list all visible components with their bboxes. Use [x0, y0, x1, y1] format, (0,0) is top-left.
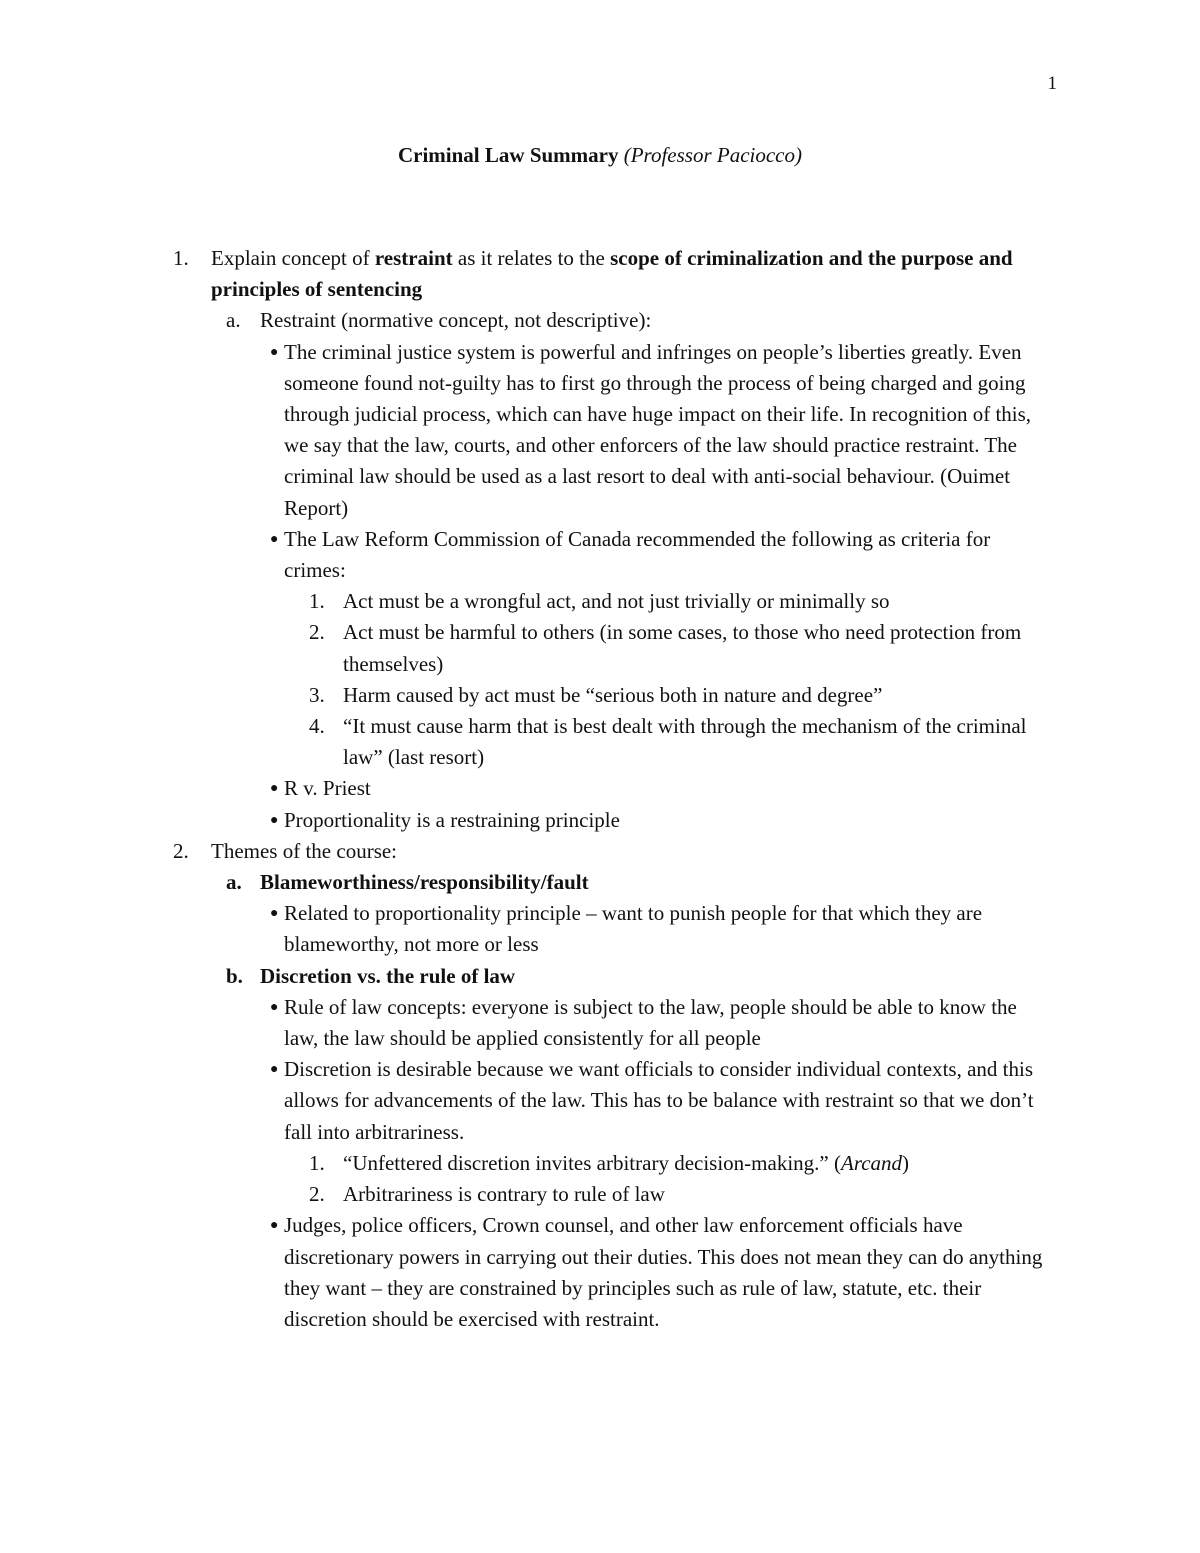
bullet-item [0, 337, 1200, 524]
bullet-item [0, 898, 1200, 960]
bullet-icon: ● [270, 781, 279, 797]
numbered-item [0, 711, 1200, 773]
subsection-heading: Discretion vs. the rule of law [260, 963, 516, 988]
item-text: “Unfettered discretion invites arbitrary decision-making.” (Arcand) [343, 1150, 910, 1175]
section-marker: 2. [173, 838, 189, 863]
bullet-text: Related to proportionality principle – want to punish people for that which they are blameworthy, not more or less [284, 901, 983, 957]
subsection-marker: a. [226, 308, 241, 333]
title-subtitle: (Professor Paciocco) [623, 143, 802, 167]
section-marker: 1. [173, 246, 189, 270]
item-marker: 1. [309, 589, 325, 614]
subsection-heading: Blameworthiness/responsibility/fault [260, 870, 589, 895]
bullet-icon: ● [270, 812, 279, 828]
item-text: Act must be harmful to others (in some cases, to those who need protection from themselves) [343, 620, 1022, 676]
bullet-icon: ● [270, 1218, 279, 1234]
item-marker: 4. [309, 714, 325, 739]
item-text: “It must cause harm that is best dealt with through the mechanism of the criminal law” (last resort) [343, 714, 1027, 770]
section-heading: Explain concept of restraint as it relates to the scope of criminalization and the purpose and principles of sentencing [211, 246, 1013, 302]
document-body [0, 243, 1200, 1335]
bullet-text: Discretion is desirable because we want officials to consider individual contexts, and this allows for advancements of the law. This has to be balance with restraint so that we don’t fall into arbitrariness. [284, 1057, 1034, 1144]
bullet-item [0, 1054, 1200, 1148]
bullet-text: Proportionality is a restraining principle [284, 807, 620, 832]
bullet-icon: ● [270, 531, 279, 547]
section-heading: Themes of the course: [211, 838, 398, 863]
bullet-text: The Law Reform Commission of Canada recommended the following as criteria for crimes: [284, 526, 991, 583]
bullet-item [0, 805, 1200, 836]
bullet-item [0, 773, 1200, 804]
bullet-icon: ● [270, 1062, 279, 1078]
page-title [0, 143, 1200, 168]
subsection-1a [0, 305, 1200, 336]
numbered-item [0, 1179, 1200, 1210]
item-marker: 2. [309, 1182, 325, 1207]
section-1 [0, 243, 1200, 305]
numbered-item [0, 680, 1200, 711]
bullet-icon: ● [270, 906, 279, 922]
numbered-item [0, 586, 1200, 617]
bullet-text: Rule of law concepts: everyone is subject to the law, people should be able to know the law, the law should be applied consistently for all people [284, 994, 1017, 1051]
item-text: Arbitrariness is contrary to rule of law [343, 1182, 665, 1207]
subsection-marker: a. [226, 870, 242, 895]
item-marker: 1. [309, 1150, 325, 1175]
bullet-item [0, 992, 1200, 1054]
numbered-item [0, 617, 1200, 679]
bullet-icon: ● [270, 344, 279, 360]
bullet-icon: ● [270, 999, 279, 1015]
page-number: 1 [1047, 73, 1057, 94]
bullet-item [0, 524, 1200, 586]
item-marker: 3. [309, 682, 325, 707]
numbered-item [0, 1148, 1200, 1179]
subsection-marker: b. [226, 963, 243, 988]
item-marker: 2. [309, 620, 325, 645]
bullet-text: Judges, police officers, Crown counsel, and other law enforcement officials have discretionary powers in carrying out their duties. This does not mean they can do anything they want – they are constrained by principles such as rule of law, statute, etc. their discretion should be exercised with restraint. [284, 1213, 1043, 1331]
item-text: Act must be a wrongful act, and not just trivially or minimally so [343, 589, 890, 614]
title-main: Criminal Law Summary [397, 143, 619, 167]
bullet-item [0, 1210, 1200, 1335]
section-2 [0, 836, 1200, 867]
subsection-2a [0, 867, 1200, 898]
case-name: Arcand [841, 1150, 903, 1175]
bullet-text: The criminal justice system is powerful and infringes on people’s liberties greatly. Even someone found not-guilty has to first go through the process of being charged and going through judicial process, which can have huge impact on their life. In recognition of this, we say that the law, courts, and other enforcers of the law should practice restraint. The criminal law should be used as a last resort to deal with anti-social behaviour. (Ouimet Report) [284, 339, 1032, 520]
subsection-heading: Restraint (normative concept, not descriptive): [260, 308, 652, 333]
bullet-text: R v. Priest [284, 776, 371, 801]
subsection-2b [0, 961, 1200, 992]
item-text: Harm caused by act must be “serious both in nature and degree” [343, 682, 883, 707]
